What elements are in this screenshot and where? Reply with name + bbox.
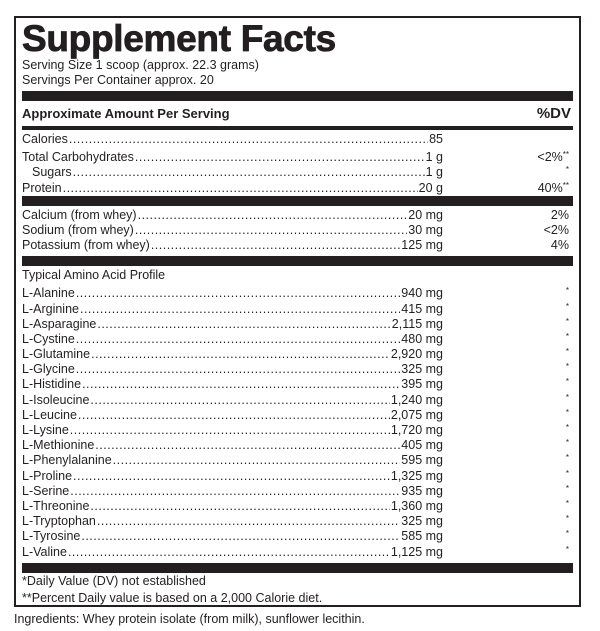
amino-dv: *	[565, 529, 569, 539]
nutrient-name: Calories	[22, 132, 68, 146]
amino-dv: *	[565, 362, 569, 372]
nutrient-name: Sodium (from whey)	[22, 222, 134, 237]
amino-amount: 325 mg	[401, 514, 443, 529]
amino-amount: 2,920 mg	[390, 347, 443, 362]
amino-amount: 585 mg	[401, 529, 443, 544]
serving-size: Serving Size 1 scoop (approx. 22.3 grams)	[22, 58, 259, 72]
amino-dv: *	[565, 377, 569, 387]
amino-amount: 2,075 mg	[390, 407, 443, 422]
amino-dv: *	[565, 316, 569, 326]
amino-name: L-Isoleucine	[22, 392, 90, 407]
amino-row-cystine	[22, 329, 573, 344]
amino-dv: *	[565, 301, 569, 311]
divider-thick	[22, 91, 573, 101]
amino-dv: *	[565, 483, 569, 493]
amount-per-serving-header: Approximate Amount Per Serving	[22, 106, 230, 121]
amino-amount: 1,125 mg	[390, 544, 443, 559]
leader-dots	[63, 181, 418, 196]
nutrient-name: Potassium (from whey)	[22, 238, 150, 253]
amino-row-valine	[22, 542, 573, 557]
footnote-percent-daily-value: **Percent Daily value is based on a 2,000 Calorie diet.	[22, 590, 323, 605]
amino-row-lysine	[22, 420, 573, 435]
amino-row-histidine	[22, 374, 573, 392]
amino-amount: 325 mg	[401, 362, 443, 377]
amino-name: L-Alanine	[22, 286, 75, 301]
amino-amount: 2,115 mg	[391, 316, 443, 331]
nutrient-name: Sugars	[32, 165, 72, 180]
leader-dots	[91, 347, 390, 362]
nutrient-dv: *	[565, 165, 569, 175]
amino-acid-list	[22, 283, 573, 559]
nutrient-dv: 4%	[550, 238, 569, 253]
amino-dv: *	[565, 286, 569, 296]
leader-dots	[82, 377, 400, 392]
leader-dots	[113, 453, 401, 468]
amino-amount: 415 mg	[401, 301, 443, 316]
amino-name: L-Histidine	[22, 377, 82, 392]
dv-header: %DV	[536, 105, 571, 122]
amino-acid-section-title: Typical Amino Acid Profile	[22, 268, 166, 283]
amino-dv: *	[565, 453, 569, 463]
amino-name: L-Leucine	[22, 407, 77, 422]
leader-dots	[76, 286, 400, 301]
divider-thick	[22, 256, 573, 266]
amino-amount: 480 mg	[401, 331, 443, 346]
amino-amount: 935 mg	[401, 483, 443, 498]
mineral-row-sodium	[22, 223, 573, 238]
leader-dots	[70, 484, 400, 499]
amino-row-serine	[22, 481, 573, 496]
panel-title: Supplement Facts	[22, 18, 336, 59]
amino-row-proline	[22, 466, 573, 481]
amino-row-alanine	[22, 283, 573, 301]
nutrient-amount: 125 mg	[401, 238, 443, 253]
leader-dots	[90, 393, 389, 408]
leader-dots	[76, 362, 401, 377]
leader-dots	[95, 438, 400, 453]
ingredients-statement: Ingredients: Whey protein isolate (from milk), sunflower lecithin.	[14, 612, 365, 626]
amino-row-glycine	[22, 359, 573, 377]
amino-row-isoleucine	[22, 390, 573, 405]
leader-dots	[97, 317, 390, 332]
amino-dv: *	[565, 498, 569, 508]
leader-dots	[69, 132, 428, 147]
column-header	[22, 101, 573, 126]
amino-name: L-Proline	[22, 468, 73, 483]
amino-amount: 405 mg	[401, 438, 443, 453]
nutrient-name: Calcium (from whey)	[22, 207, 137, 222]
nutrient-amount: 1 g	[425, 150, 443, 165]
nutrient-amount: 1 g	[425, 165, 443, 180]
leader-dots	[73, 469, 390, 484]
leader-dots	[151, 238, 400, 253]
nutrient-dv: <2%**	[537, 150, 569, 165]
amino-amount: 940 mg	[401, 286, 443, 301]
amino-dv: *	[565, 392, 569, 402]
nutrient-dv: <2%	[543, 222, 569, 237]
macros-section	[22, 132, 573, 193]
nutrient-row-protein	[22, 178, 573, 193]
amino-name: L-Methionine	[22, 438, 95, 453]
amino-row-leucine	[22, 405, 573, 420]
amino-name: L-Glycine	[22, 362, 75, 377]
minerals-section	[22, 208, 573, 254]
nutrient-amount: 20 mg	[408, 207, 443, 222]
leader-dots	[68, 545, 390, 560]
nutrient-name: Total Carbohydrates	[22, 150, 134, 165]
amino-amount: 595 mg	[401, 453, 443, 468]
nutrient-dv: 2%	[550, 207, 569, 222]
amino-row-phenylalanine	[22, 450, 573, 468]
leader-dots	[135, 150, 425, 165]
amino-row-threonine	[22, 496, 573, 511]
amino-dv: *	[565, 468, 569, 478]
amino-name: L-Arginine	[22, 301, 79, 316]
nutrient-dv: 40%**	[537, 180, 569, 195]
amino-amount: 395 mg	[401, 377, 443, 392]
amino-name: L-Tyrosine	[22, 529, 81, 544]
amino-name: L-Serine	[22, 483, 70, 498]
panel-content	[22, 18, 573, 607]
supplement-facts-panel	[14, 16, 581, 607]
leader-dots	[138, 208, 408, 223]
leader-dots	[90, 499, 389, 514]
amino-name: L-Cystine	[22, 331, 75, 346]
amino-name: L-Threonine	[22, 498, 90, 513]
mineral-row-potassium	[22, 238, 573, 253]
leader-dots	[135, 223, 407, 238]
amino-dv: *	[565, 438, 569, 448]
nutrient-row-sugars	[22, 162, 573, 180]
amino-name: L-Phenylalanine	[22, 453, 112, 468]
amino-name: L-Glutamine	[22, 347, 91, 362]
nutrient-row-calories	[22, 132, 573, 147]
amino-dv: *	[565, 544, 569, 554]
amino-dv: *	[565, 423, 569, 432]
amino-dv: *	[565, 514, 569, 524]
amino-dv: *	[565, 347, 569, 357]
footnote-dv-not-established: *Daily Value (DV) not established	[22, 573, 206, 588]
amino-dv: *	[565, 331, 569, 341]
amino-row-glutamine	[22, 344, 573, 362]
leader-dots	[73, 165, 425, 180]
nutrient-amount: 30 mg	[408, 222, 443, 237]
nutrient-amount: 20 g	[418, 180, 443, 195]
leader-dots	[97, 514, 400, 529]
amino-amount: 1,325 mg	[390, 468, 443, 483]
amino-row-arginine	[22, 299, 573, 314]
amino-row-asparagine	[22, 314, 573, 329]
amino-amount: 1,360 mg	[390, 498, 443, 513]
servings-per-container: Servings Per Container approx. 20	[22, 73, 214, 87]
nutrient-row-total-carbohydrates	[22, 147, 573, 165]
amino-amount: 1,240 mg	[390, 392, 443, 407]
amino-name: L-Valine	[22, 544, 67, 559]
amino-name: L-Asparagine	[22, 316, 97, 331]
nutrient-amount: 85	[429, 132, 443, 146]
leader-dots	[80, 302, 400, 317]
amino-dv: *	[565, 407, 569, 417]
amino-row-methionine	[22, 435, 573, 453]
leader-dots	[70, 423, 390, 438]
nutrient-name: Protein	[22, 180, 62, 195]
amino-amount: 1,720 mg	[390, 423, 443, 437]
divider-thick	[22, 563, 573, 573]
amino-name: L-Lysine	[22, 423, 69, 437]
leader-dots	[76, 332, 401, 347]
leader-dots	[78, 408, 390, 423]
amino-row-tyrosine	[22, 526, 573, 544]
amino-name: L-Tryptophan	[22, 514, 96, 529]
amino-row-tryptophan	[22, 511, 573, 529]
mineral-row-calcium	[22, 208, 573, 223]
divider-thick	[22, 196, 573, 206]
leader-dots	[81, 529, 400, 544]
